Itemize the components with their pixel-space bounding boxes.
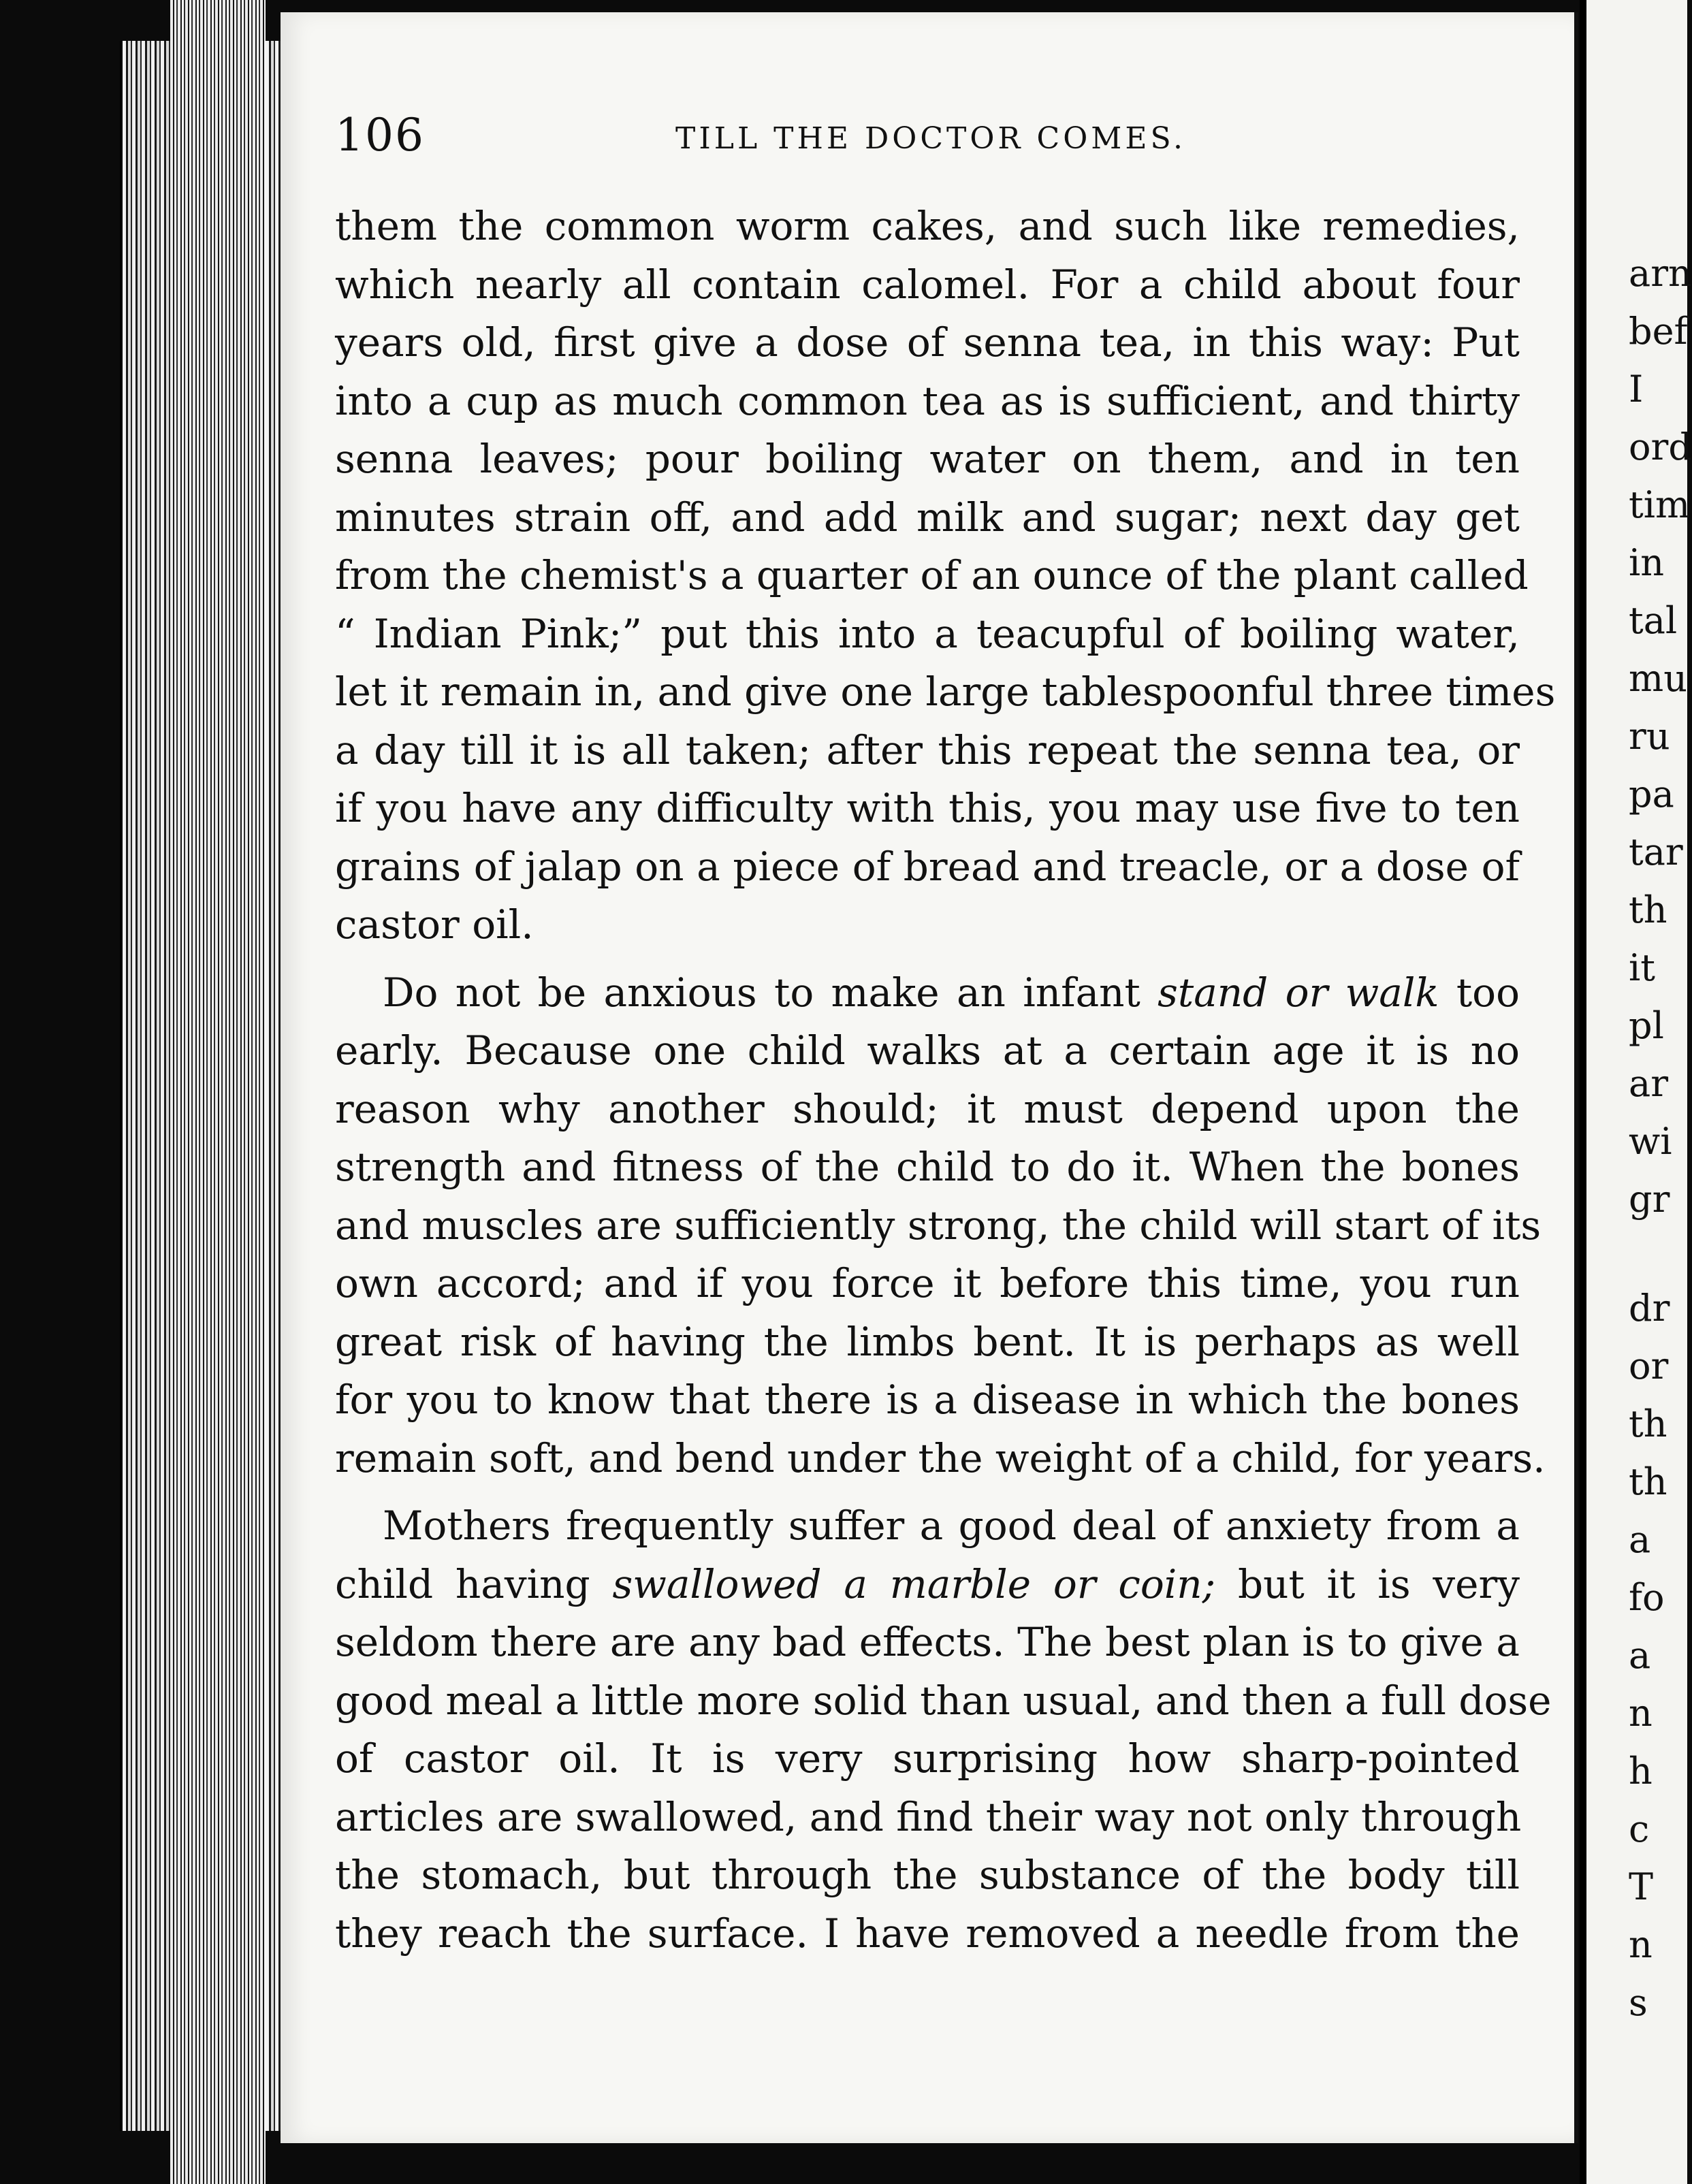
text-line: own accord; and if you force it before this time, you run bbox=[335, 1260, 1520, 1306]
text-line: and muscles are sufficiently strong, the child will start of its bbox=[335, 1202, 1542, 1249]
italic-phrase: swallowed a marble or coin; bbox=[612, 1560, 1216, 1607]
text-line: Mothers frequently suffer a good deal of anxiety from a bbox=[383, 1503, 1520, 1549]
text-line: into a cup as much common tea as is sufficient, and thirty bbox=[335, 377, 1520, 424]
text-line: if you have any difficulty with this, you may use five to ten bbox=[335, 785, 1520, 831]
adjacent-page-text: n bbox=[1629, 1923, 1653, 1966]
text-line: they reach the surface. I have removed a needle from the bbox=[335, 1910, 1520, 1957]
adjacent-page-fragment bbox=[1580, 0, 1692, 2184]
adjacent-page-text: th bbox=[1629, 1460, 1667, 1503]
text-line: which nearly all contain calomel. For a child about four bbox=[335, 261, 1520, 308]
adjacent-page-text: tar bbox=[1629, 831, 1683, 873]
adjacent-page-text: ord bbox=[1629, 425, 1692, 468]
text-line: the stomach, but through the substance of the body till bbox=[335, 1852, 1520, 1898]
italic-phrase: stand or walk bbox=[1158, 969, 1439, 1016]
text-line: of castor oil. It is very surprising how sharp-pointed bbox=[335, 1735, 1520, 1782]
text-line: grains of jalap on a piece of bread and treacle, or a dose of bbox=[335, 843, 1520, 890]
adjacent-page-text: tal bbox=[1629, 599, 1678, 642]
page-header bbox=[335, 109, 1520, 163]
text-line: articles are swallowed, and find their way not only through bbox=[335, 1793, 1522, 1840]
adjacent-page-text: n bbox=[1629, 1692, 1653, 1735]
page-edges-inner bbox=[170, 0, 266, 2184]
text-line: early. Because one child walks at a certain age it is no bbox=[335, 1027, 1520, 1074]
text-line bbox=[335, 1556, 1520, 1614]
text-line: castor oil. bbox=[335, 901, 534, 948]
text-line: good meal a little more solid than usual, and then a full dose bbox=[335, 1677, 1552, 1724]
text-line: them the common worm cakes, and such like remedies, bbox=[335, 203, 1520, 249]
adjacent-page-text: a bbox=[1629, 1518, 1651, 1561]
adjacent-page-text: ru bbox=[1629, 715, 1670, 758]
text-run: child having bbox=[335, 1560, 613, 1607]
adjacent-page-text: mu bbox=[1629, 657, 1687, 700]
adjacent-page-text: or bbox=[1629, 1345, 1669, 1387]
adjacent-page-text: arn bbox=[1629, 252, 1692, 295]
adjacent-page-text: tim bbox=[1629, 483, 1691, 526]
running-title: TILL THE DOCTOR COMES. bbox=[675, 121, 1186, 156]
adjacent-page-text: I bbox=[1629, 368, 1644, 411]
adjacent-page-text: a bbox=[1629, 1634, 1651, 1677]
adjacent-page-text: s bbox=[1629, 1981, 1648, 2024]
paragraph-1 bbox=[335, 197, 1556, 954]
adjacent-page-text: ar bbox=[1629, 1062, 1669, 1105]
text-run: but it is very bbox=[1215, 1560, 1520, 1607]
text-line: a day till it is all taken; after this repeat the senna tea, or bbox=[335, 726, 1520, 773]
text-line: from the chemist's a quarter of an ounce of the plant called bbox=[335, 552, 1529, 598]
text-line: reason why another should; it must depend upon the bbox=[335, 1085, 1520, 1132]
text-run: Do not be anxious to make an infant bbox=[383, 969, 1158, 1016]
adjacent-page-text: h bbox=[1629, 1750, 1653, 1793]
page-body bbox=[335, 197, 1556, 1963]
adjacent-page-text: bef bbox=[1629, 310, 1688, 353]
adjacent-page-text: wi bbox=[1629, 1120, 1672, 1163]
adjacent-page-text: c bbox=[1629, 1808, 1650, 1850]
paragraph-2 bbox=[335, 964, 1546, 1488]
text-line: years old, first give a dose of senna tea, in this way: Put bbox=[335, 319, 1520, 366]
adjacent-page-text: pl bbox=[1629, 1004, 1664, 1047]
adjacent-page-text: gr bbox=[1629, 1178, 1670, 1221]
adjacent-page-text: T bbox=[1629, 1865, 1654, 1908]
adjacent-page-text: th bbox=[1629, 888, 1667, 931]
text-line: for you to know that there is a disease in which the bones bbox=[335, 1377, 1520, 1423]
page-number: 106 bbox=[335, 109, 425, 161]
text-line: minutes strain off, and add milk and sugar; next day get bbox=[335, 494, 1520, 541]
text-line: “ Indian Pink;” put this into a teacupful of boiling water, bbox=[335, 610, 1520, 657]
text-line: strength and fitness of the child to do it. When the bones bbox=[335, 1144, 1520, 1190]
adjacent-page-text: it bbox=[1629, 946, 1655, 989]
adjacent-page-text: in bbox=[1629, 541, 1665, 584]
text-run: too bbox=[1439, 969, 1520, 1016]
adjacent-page-text: th bbox=[1629, 1402, 1667, 1445]
text-line bbox=[335, 964, 1520, 1023]
text-line: seldom there are any bad effects. The best plan is to give a bbox=[335, 1619, 1520, 1665]
adjacent-page-text: dr bbox=[1629, 1287, 1670, 1330]
text-line: let it remain in, and give one large tablespoonful three times bbox=[335, 669, 1556, 715]
adjacent-page-text: fo bbox=[1629, 1576, 1665, 1619]
paragraph-3 bbox=[335, 1497, 1552, 1963]
text-line: remain soft, and bend under the weight of a child, for years. bbox=[335, 1434, 1546, 1481]
adjacent-page-text: pa bbox=[1629, 773, 1674, 816]
text-line: great risk of having the limbs bent. It is perhaps as well bbox=[335, 1318, 1520, 1365]
text-line: senna leaves; pour boiling water on them, and in ten bbox=[335, 436, 1520, 482]
